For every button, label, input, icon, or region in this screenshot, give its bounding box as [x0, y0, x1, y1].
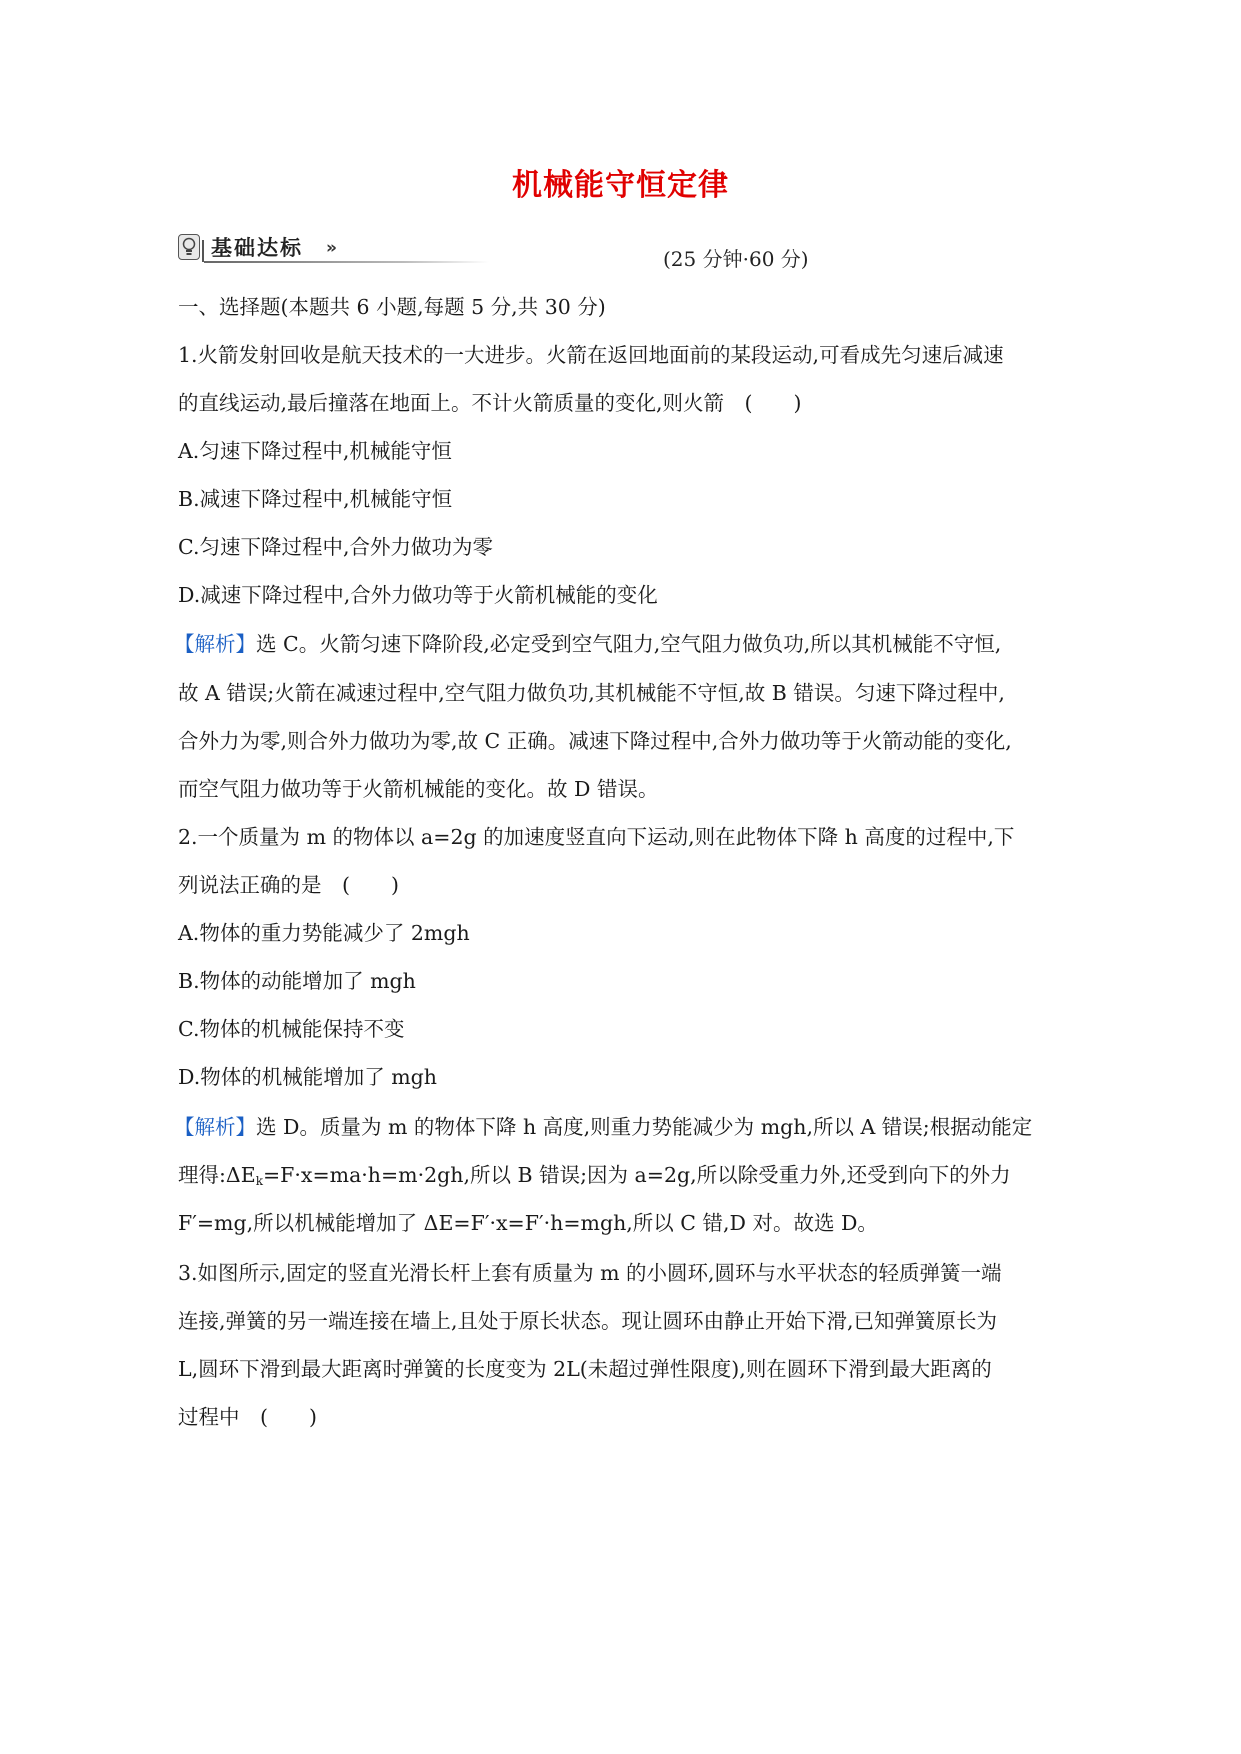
- q2-option-a: A.物体的重力势能减少了 2mgh: [178, 921, 470, 945]
- q1-stem-line: 的直线运动,最后撞落在地面上。不计火箭质量的变化,则火箭 ( ): [178, 391, 802, 415]
- q1-answer-line: 而空气阻力做功等于火箭机械能的变化。故 D 错误。: [178, 777, 659, 801]
- header-underline: [204, 261, 489, 263]
- q2-answer-line: F′=mg,所以机械能增加了 ΔE=F′·x=F′·h=mgh,所以 C 错,D 对。故选 D。: [178, 1211, 878, 1235]
- q2-option-d: D.物体的机械能增加了 mgh: [178, 1065, 438, 1089]
- double-chevron-right-icon: »: [326, 238, 337, 258]
- q2-stem-line: 2.一个质量为 m 的物体以 a=2g 的加速度竖直向下运动,则在此物体下降 h 高度的过程中,下: [178, 825, 1015, 849]
- lightbulb-icon: [178, 234, 200, 260]
- q3-stem-line: 3.如图所示,固定的竖直光滑长杆上套有质量为 m 的小圆环,圆环与水平状态的轻质弹簧一端: [178, 1261, 1002, 1285]
- analysis-tag: 【解析】: [174, 632, 256, 656]
- q2-answer-line: 理得$:\Delta E_k=F\cdot x=ma\cdot h=m\cdot 2gh$,所以 B 错误;因为 a=2g,所以除受重力外,还受到向下的外力: [178, 1163, 1011, 1188]
- page-title: 机械能守恒定律: [512, 168, 729, 203]
- section-header: [178, 232, 468, 266]
- q2-answer-line: 【解析】选 D。质量为 m 的物体下降 h 高度,则重力势能减少为 mgh,所以 A 错误;根据动能定: [174, 1115, 1033, 1139]
- q3-stem-line: 连接,弹簧的另一端连接在墙上,且处于原长状态。现让圆环由静止开始下滑,已知弹簧原长为: [178, 1309, 998, 1333]
- q1-answer-line: 合外力为零,则合外力做功为零,故 C 正确。减速下降过程中,合外力做功等于火箭动能的变化,: [178, 729, 1012, 753]
- part-heading: 一、选择题(本题共 6 小题,每题 5 分,共 30 分): [178, 295, 606, 319]
- q1-answer-line: 【解析】选 C。火箭匀速下降阶段,必定受到空气阻力,空气阻力做负功,所以其机械能不守恒,: [174, 632, 1002, 656]
- q1-option-c: C.匀速下降过程中,合外力做功为零: [178, 535, 493, 559]
- time-note: (25 分钟·60 分): [663, 247, 809, 271]
- q1-answer-line: 故 A 错误;火箭在减速过程中,空气阻力做负功,其机械能不守恒,故 B 错误。匀速下降过程中,: [178, 681, 1005, 705]
- q2-option-c: C.物体的机械能保持不变: [178, 1017, 405, 1041]
- q1-stem-line: 1.火箭发射回收是航天技术的一大进步。火箭在返回地面前的某段运动,可看成先匀速后减速: [178, 343, 1004, 367]
- q1-option-a: A.匀速下降过程中,机械能守恒: [178, 439, 452, 463]
- analysis-tag: 【解析】: [174, 1115, 256, 1139]
- q3-stem-line: 过程中 ( ): [178, 1405, 317, 1429]
- q1-option-d: D.减速下降过程中,合外力做功等于火箭机械能的变化: [178, 583, 658, 607]
- q2-stem-line: 列说法正确的是 ( ): [178, 873, 399, 897]
- header-divider: [202, 240, 204, 262]
- q2-option-b: B.物体的动能增加了 mgh: [178, 969, 416, 993]
- section-label: 基础达标: [211, 236, 303, 260]
- q1-option-b: B.减速下降过程中,机械能守恒: [178, 487, 453, 511]
- q3-stem-line: L,圆环下滑到最大距离时弹簧的长度变为 2L(未超过弹性限度),则在圆环下滑到最大距离的: [178, 1357, 992, 1381]
